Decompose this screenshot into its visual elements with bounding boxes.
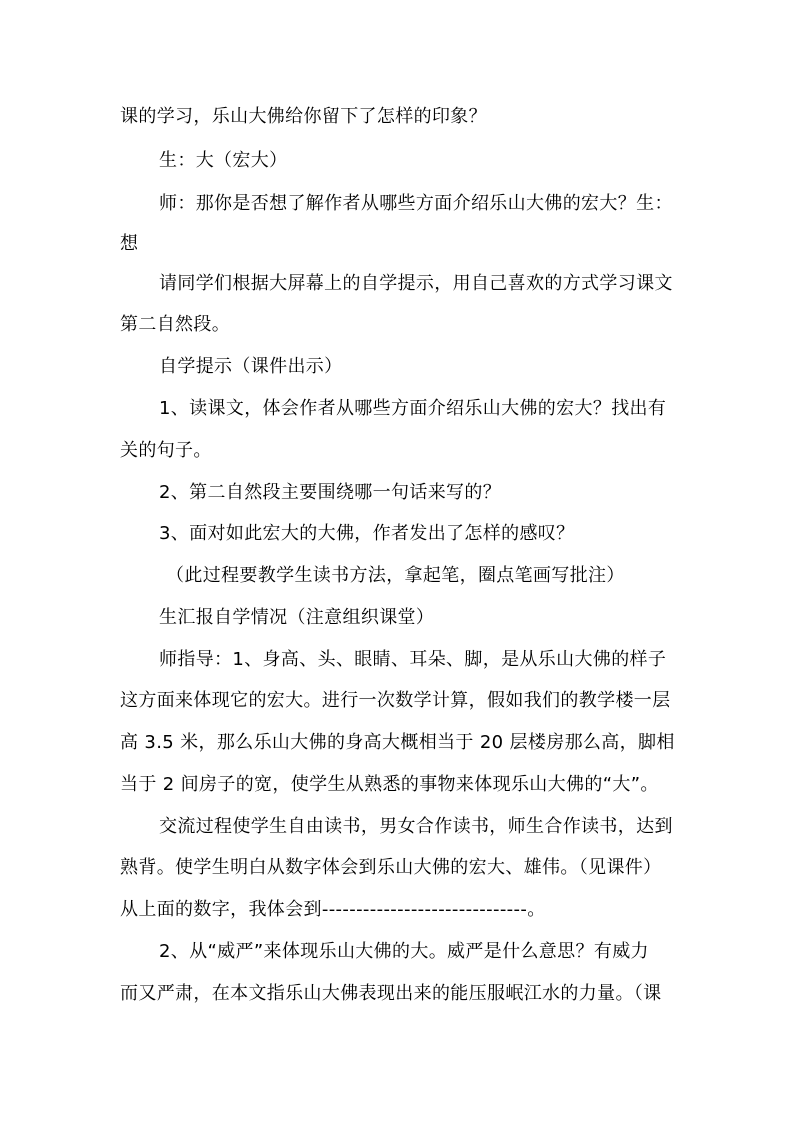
paragraph-line: 熟背。使学生明白从数字体会到乐山大佛的宏大、雄伟。（见课件） bbox=[120, 857, 662, 878]
paragraph-line: 关的句子。 bbox=[120, 440, 212, 461]
paragraph-line: 想 bbox=[120, 233, 139, 254]
paragraph-line: 请同学们根据大屏幕上的自学提示，用自己喜欢的方式学习课文 bbox=[159, 273, 673, 294]
paragraph-line: 2、第二自然段主要围绕哪一句话来写的？ bbox=[159, 482, 502, 503]
paragraph-line: 交流过程使学生自由读书，男女合作读书，师生合作读书，达到 bbox=[159, 816, 673, 837]
paragraph-line: 而又严肃，在本文指乐山大佛表现出来的能压服岷江水的力量。（课 bbox=[120, 983, 662, 1004]
paragraph-line: 1、读课文，体会作者从哪些方面介绍乐山大佛的宏大？找出有 bbox=[159, 398, 667, 419]
paragraph-line: 高 3.5 米，那么乐山大佛的身高大概相当于 20 层楼房那么高，脚相 bbox=[120, 732, 675, 753]
paragraph-line: 生：大（宏大） bbox=[159, 150, 288, 171]
paragraph-line: 师：那你是否想了解作者从哪些方面介绍乐山大佛的宏大？生： bbox=[159, 193, 673, 214]
paragraph-line: 这方面来体现它的宏大。进行一次数学计算，假如我们的教学楼一层 bbox=[120, 690, 671, 711]
paragraph-line: 从上面的数字，我体会到------------------------------。 bbox=[120, 899, 546, 920]
paragraph-line: 当于 2 间房子的宽，使学生从熟悉的事物来体现乐山大佛的“大”。 bbox=[120, 774, 659, 795]
paragraph-line: 生汇报自学情况（注意组织课堂） bbox=[159, 607, 435, 628]
paragraph-line: 2、从“威严”来体现乐山大佛的大。威严是什么意思？有威力 bbox=[159, 941, 649, 962]
paragraph-line: 3、面对如此宏大的大佛，作者发出了怎样的感叹？ bbox=[159, 523, 575, 544]
paragraph-line: （此过程要教学生读书方法，拿起笔，圈点笔画写批注） bbox=[166, 565, 625, 586]
paragraph-line: 课的学习，乐山大佛给你留下了怎样的印象？ bbox=[120, 106, 487, 127]
paragraph-line: 第二自然段。 bbox=[120, 314, 231, 335]
paragraph-line: 师指导：1、身高、头、眼睛、耳朵、脚，是从乐山大佛的样子 bbox=[159, 649, 667, 670]
paragraph-line: 自学提示（课件出示） bbox=[159, 356, 343, 377]
